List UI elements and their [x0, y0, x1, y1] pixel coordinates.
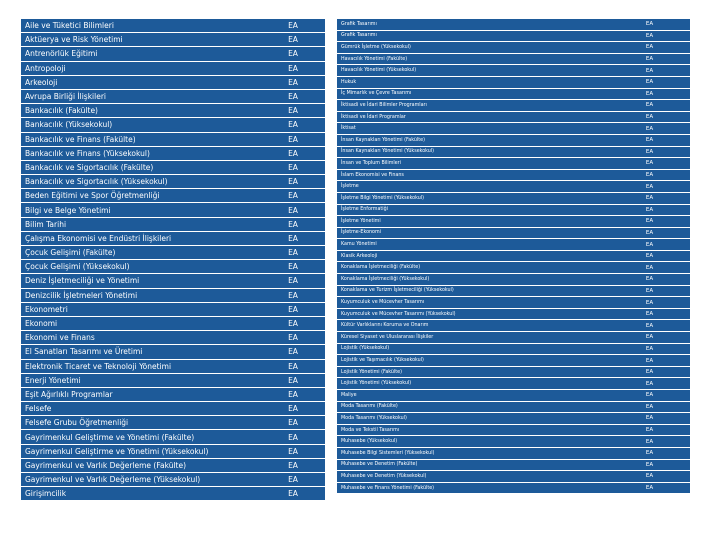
program-name-cell: Havacılık Yönetimi (Yüksekokul) — [337, 65, 609, 77]
score-type-cell: EA — [609, 308, 690, 320]
score-type-cell: EA — [609, 332, 690, 344]
score-type-cell: EA — [261, 75, 325, 89]
table-row — [337, 30, 690, 42]
table-row — [21, 302, 325, 316]
program-name-cell: Moda Tasarımı (Yüksekokul) — [337, 413, 609, 425]
score-type-cell: EA — [261, 487, 325, 501]
score-type-cell: EA — [609, 123, 690, 135]
score-type-cell: EA — [609, 366, 690, 378]
program-name-cell: İktisadi ve İdari Bilimler Programları — [337, 100, 609, 112]
table-row — [337, 158, 690, 170]
table-row — [21, 231, 325, 245]
score-type-cell: EA — [609, 471, 690, 483]
table-row — [21, 33, 325, 47]
score-type-cell: EA — [609, 88, 690, 100]
score-type-cell: EA — [261, 33, 325, 47]
table-row — [21, 203, 325, 217]
table-row — [337, 297, 690, 309]
program-name-cell: Muhasebe ve Finans Yönetimi (Fakülte) — [337, 482, 609, 494]
program-name-cell: Bankacılık (Fakülte) — [21, 104, 261, 118]
score-type-cell: EA — [609, 192, 690, 204]
table-row — [21, 416, 325, 430]
score-type-cell: EA — [261, 458, 325, 472]
program-name-cell: Çocuk Gelişimi (Fakülte) — [21, 246, 261, 260]
program-name-cell: Felsefe Grubu Öğretmenliği — [21, 416, 261, 430]
score-type-cell: EA — [609, 436, 690, 448]
score-type-cell: EA — [609, 239, 690, 251]
table-row — [337, 471, 690, 483]
score-type-cell: EA — [261, 89, 325, 103]
program-name-cell: Beden Eğitimi ve Spor Öğretmenliği — [21, 189, 261, 203]
score-type-cell: EA — [609, 401, 690, 413]
program-name-cell: Lojistik Yönetimi (Fakülte) — [337, 366, 609, 378]
score-type-cell: EA — [609, 424, 690, 436]
score-type-cell: EA — [609, 390, 690, 402]
table-row — [337, 262, 690, 274]
table-row — [337, 436, 690, 448]
program-name-cell: Bankacılık (Yüksekokul) — [21, 118, 261, 132]
program-name-cell: Girişimcilik — [21, 487, 261, 501]
program-name-cell: İşletme — [337, 181, 609, 193]
program-table-right-body — [337, 19, 690, 494]
score-type-cell: EA — [261, 473, 325, 487]
score-type-cell: EA — [609, 320, 690, 332]
table-row — [21, 387, 325, 401]
score-type-cell: EA — [609, 169, 690, 181]
program-name-cell: Kamu Yönetimi — [337, 239, 609, 251]
program-name-cell: Bankacılık ve Finans (Yüksekokul) — [21, 146, 261, 160]
table-row — [337, 366, 690, 378]
table-row — [337, 482, 690, 494]
program-name-cell: Konaklama İşletmeciliği (Yüksekokul) — [337, 274, 609, 286]
table-row — [21, 118, 325, 132]
table-row — [21, 104, 325, 118]
program-name-cell: İşletme Enformatiği — [337, 204, 609, 216]
score-type-cell: EA — [261, 189, 325, 203]
score-type-cell: EA — [609, 100, 690, 112]
score-type-cell: EA — [609, 227, 690, 239]
table-row — [337, 216, 690, 228]
program-name-cell: Antrenörlük Eğitimi — [21, 47, 261, 61]
score-type-cell: EA — [261, 345, 325, 359]
score-type-cell: EA — [609, 297, 690, 309]
score-type-cell: EA — [609, 53, 690, 65]
table-row — [21, 359, 325, 373]
program-name-cell: Bankacılık ve Sigortacılık (Yüksekokul) — [21, 175, 261, 189]
table-row — [21, 444, 325, 458]
table-row — [21, 61, 325, 75]
score-type-cell: EA — [261, 430, 325, 444]
score-type-cell: EA — [261, 373, 325, 387]
program-name-cell: İşletme Bilgi Yönetimi (Yüksekokul) — [337, 192, 609, 204]
program-name-cell: Çocuk Gelişimi (Yüksekokul) — [21, 260, 261, 274]
program-table-right — [337, 18, 690, 494]
table-row — [337, 111, 690, 123]
program-name-cell: Küresel Siyaset ve Uluslararası İlişkiler — [337, 332, 609, 344]
table-row — [337, 76, 690, 88]
score-type-cell: EA — [609, 355, 690, 367]
program-table-left — [21, 18, 325, 501]
table-row — [337, 285, 690, 297]
program-name-cell: Bilim Tarihi — [21, 217, 261, 231]
table-row — [21, 345, 325, 359]
table-row — [337, 320, 690, 332]
table-row — [21, 146, 325, 160]
score-type-cell: EA — [261, 260, 325, 274]
program-name-cell: Enerji Yönetimi — [21, 373, 261, 387]
score-type-cell: EA — [261, 444, 325, 458]
score-type-cell: EA — [609, 482, 690, 494]
score-type-cell: EA — [609, 19, 690, 31]
score-type-cell: EA — [261, 288, 325, 302]
program-name-cell: İnsan Kaynakları Yönetimi (Yüksekokul) — [337, 146, 609, 158]
program-name-cell: Hukuk — [337, 76, 609, 88]
table-row — [337, 239, 690, 251]
score-type-cell: EA — [261, 175, 325, 189]
program-name-cell: Grafik Tasarımı — [337, 30, 609, 42]
program-name-cell: İslam Ekonomisi ve Finans — [337, 169, 609, 181]
table-row — [337, 459, 690, 471]
table-row — [21, 430, 325, 444]
program-name-cell: Muhasebe Bilgi Sistemleri (Yüksekokul) — [337, 447, 609, 459]
table-row — [21, 487, 325, 501]
table-row — [337, 65, 690, 77]
program-name-cell: Gümrük İşletme (Yüksekokul) — [337, 42, 609, 54]
score-type-cell: EA — [261, 61, 325, 75]
table-row — [337, 53, 690, 65]
program-name-cell: İşletme Yönetimi — [337, 216, 609, 228]
score-type-cell: EA — [261, 19, 325, 33]
score-type-cell: EA — [609, 285, 690, 297]
table-row — [337, 274, 690, 286]
score-type-cell: EA — [609, 204, 690, 216]
program-name-cell: Çalışma Ekonomisi ve Endüstri İlişkileri — [21, 231, 261, 245]
score-type-cell: EA — [261, 160, 325, 174]
score-type-cell: EA — [261, 203, 325, 217]
score-type-cell: EA — [261, 47, 325, 61]
score-type-cell: EA — [261, 246, 325, 260]
score-type-cell: EA — [261, 146, 325, 160]
program-name-cell: Lojistik ve Taşımacılık (Yüksekokul) — [337, 355, 609, 367]
table-row — [21, 331, 325, 345]
table-row — [337, 424, 690, 436]
table-row — [21, 132, 325, 146]
score-type-cell: EA — [609, 76, 690, 88]
table-row — [337, 134, 690, 146]
program-name-cell: Lojistik (Yüksekokul) — [337, 343, 609, 355]
score-type-cell: EA — [261, 217, 325, 231]
program-name-cell: Moda Tasarımı (Fakülte) — [337, 401, 609, 413]
program-name-cell: Gayrimenkul ve Varlık Değerleme (Fakülte) — [21, 458, 261, 472]
score-type-cell: EA — [261, 118, 325, 132]
table-row — [337, 146, 690, 158]
table-row — [337, 378, 690, 390]
score-type-cell: EA — [261, 231, 325, 245]
program-name-cell: Ekonomi — [21, 316, 261, 330]
score-type-cell: EA — [261, 132, 325, 146]
table-row — [337, 192, 690, 204]
table-row — [337, 100, 690, 112]
table-row — [21, 260, 325, 274]
score-type-cell: EA — [261, 331, 325, 345]
table-row — [21, 47, 325, 61]
table-row — [21, 402, 325, 416]
table-row — [337, 123, 690, 135]
score-type-cell: EA — [609, 42, 690, 54]
score-type-cell: EA — [609, 378, 690, 390]
score-type-cell: EA — [609, 343, 690, 355]
score-type-cell: EA — [609, 274, 690, 286]
program-name-cell: Gayrimenkul Geliştirme ve Yönetimi (Fakülte) — [21, 430, 261, 444]
program-name-cell: Konaklama ve Turizm İşletmeciliği (Yüksekokul) — [337, 285, 609, 297]
program-name-cell: Grafik Tasarımı — [337, 19, 609, 31]
program-name-cell: Aktüerya ve Risk Yönetimi — [21, 33, 261, 47]
table-row — [21, 373, 325, 387]
score-type-cell: EA — [261, 387, 325, 401]
score-type-cell: EA — [609, 413, 690, 425]
table-row — [337, 42, 690, 54]
program-name-cell: Felsefe — [21, 402, 261, 416]
table-row — [337, 401, 690, 413]
score-type-cell: EA — [609, 447, 690, 459]
table-row — [337, 447, 690, 459]
program-name-cell: Kuyumculuk ve Mücevher Tasarımı (Yüksekokul) — [337, 308, 609, 320]
program-name-cell: Konaklama İşletmeciliği (Fakülte) — [337, 262, 609, 274]
table-row — [21, 316, 325, 330]
score-type-cell: EA — [609, 146, 690, 158]
table-row — [21, 246, 325, 260]
score-type-cell: EA — [261, 302, 325, 316]
program-name-cell: Deniz İşletmeciliği ve Yönetimi — [21, 274, 261, 288]
program-name-cell: İktisadi ve İdari Programlar — [337, 111, 609, 123]
table-row — [21, 75, 325, 89]
table-row — [21, 288, 325, 302]
table-row — [21, 89, 325, 103]
table-row — [337, 169, 690, 181]
program-name-cell: Ekonomi ve Finans — [21, 331, 261, 345]
score-type-cell: EA — [609, 111, 690, 123]
table-row — [337, 88, 690, 100]
program-name-cell: Lojistik Yönetimi (Yüksekokul) — [337, 378, 609, 390]
table-row — [21, 175, 325, 189]
program-name-cell: Avrupa Birliği İlişkileri — [21, 89, 261, 103]
program-name-cell: Antropoloji — [21, 61, 261, 75]
score-type-cell: EA — [261, 104, 325, 118]
score-type-cell: EA — [609, 181, 690, 193]
table-row — [21, 274, 325, 288]
table-row — [21, 458, 325, 472]
program-name-cell: Ekonometri — [21, 302, 261, 316]
score-type-cell: EA — [609, 262, 690, 274]
score-type-cell: EA — [609, 459, 690, 471]
program-name-cell: İç Mimarlık ve Çevre Tasarımı — [337, 88, 609, 100]
table-row — [337, 204, 690, 216]
program-name-cell: Maliye — [337, 390, 609, 402]
table-row — [337, 413, 690, 425]
program-name-cell: Kültür Varlıklarını Koruma ve Onarım — [337, 320, 609, 332]
score-type-cell: EA — [261, 359, 325, 373]
score-type-cell: EA — [609, 134, 690, 146]
program-name-cell: Elektronik Ticaret ve Teknoloji Yönetimi — [21, 359, 261, 373]
program-name-cell: Kuyumculuk ve Mücevher Tasarımı — [337, 297, 609, 309]
program-name-cell: Klasik Arkeoloji — [337, 250, 609, 262]
program-name-cell: İktisat — [337, 123, 609, 135]
program-name-cell: İnsan Kaynakları Yönetimi (Fakülte) — [337, 134, 609, 146]
score-type-cell: EA — [609, 250, 690, 262]
score-type-cell: EA — [261, 402, 325, 416]
program-name-cell: El Sanatları Tasarımı ve Üretimi — [21, 345, 261, 359]
program-name-cell: Arkeoloji — [21, 75, 261, 89]
table-row — [337, 390, 690, 402]
score-type-cell: EA — [261, 316, 325, 330]
program-name-cell: Havacılık Yönetimi (Fakülte) — [337, 53, 609, 65]
score-type-cell: EA — [609, 30, 690, 42]
table-row — [337, 355, 690, 367]
table-row — [337, 343, 690, 355]
table-row — [337, 250, 690, 262]
score-type-cell: EA — [261, 274, 325, 288]
program-name-cell: Muhasebe ve Denetim (Fakülte) — [337, 459, 609, 471]
program-name-cell: Gayrimenkul ve Varlık Değerleme (Yüksekokul) — [21, 473, 261, 487]
table-row — [21, 160, 325, 174]
program-name-cell: Denizcilik İşletmeleri Yönetimi — [21, 288, 261, 302]
program-name-cell: Gayrimenkul Geliştirme ve Yönetimi (Yüksekokul) — [21, 444, 261, 458]
program-name-cell: Moda ve Tekstil Tasarımı — [337, 424, 609, 436]
table-row — [21, 19, 325, 33]
score-type-cell: EA — [609, 65, 690, 77]
score-type-cell: EA — [261, 416, 325, 430]
program-name-cell: İnsan ve Toplum Bilimleri — [337, 158, 609, 170]
program-table-left-body — [21, 19, 325, 501]
table-row — [337, 181, 690, 193]
table-row — [21, 189, 325, 203]
score-type-cell: EA — [609, 216, 690, 228]
program-name-cell: Muhasebe (Yüksekokul) — [337, 436, 609, 448]
program-name-cell: Aile ve Tüketici Bilimleri — [21, 19, 261, 33]
program-name-cell: Muhasebe ve Denetim (Yüksekokul) — [337, 471, 609, 483]
table-row — [21, 473, 325, 487]
table-row — [21, 217, 325, 231]
program-name-cell: İşletme-Ekonomi — [337, 227, 609, 239]
program-name-cell: Bilgi ve Belge Yönetimi — [21, 203, 261, 217]
program-name-cell: Bankacılık ve Finans (Fakülte) — [21, 132, 261, 146]
program-name-cell: Eşit Ağırlıklı Programlar — [21, 387, 261, 401]
program-name-cell: Bankacılık ve Sigortacılık (Fakülte) — [21, 160, 261, 174]
table-row — [337, 227, 690, 239]
table-row — [337, 332, 690, 344]
score-type-cell: EA — [609, 158, 690, 170]
table-row — [337, 19, 690, 31]
table-row — [337, 308, 690, 320]
